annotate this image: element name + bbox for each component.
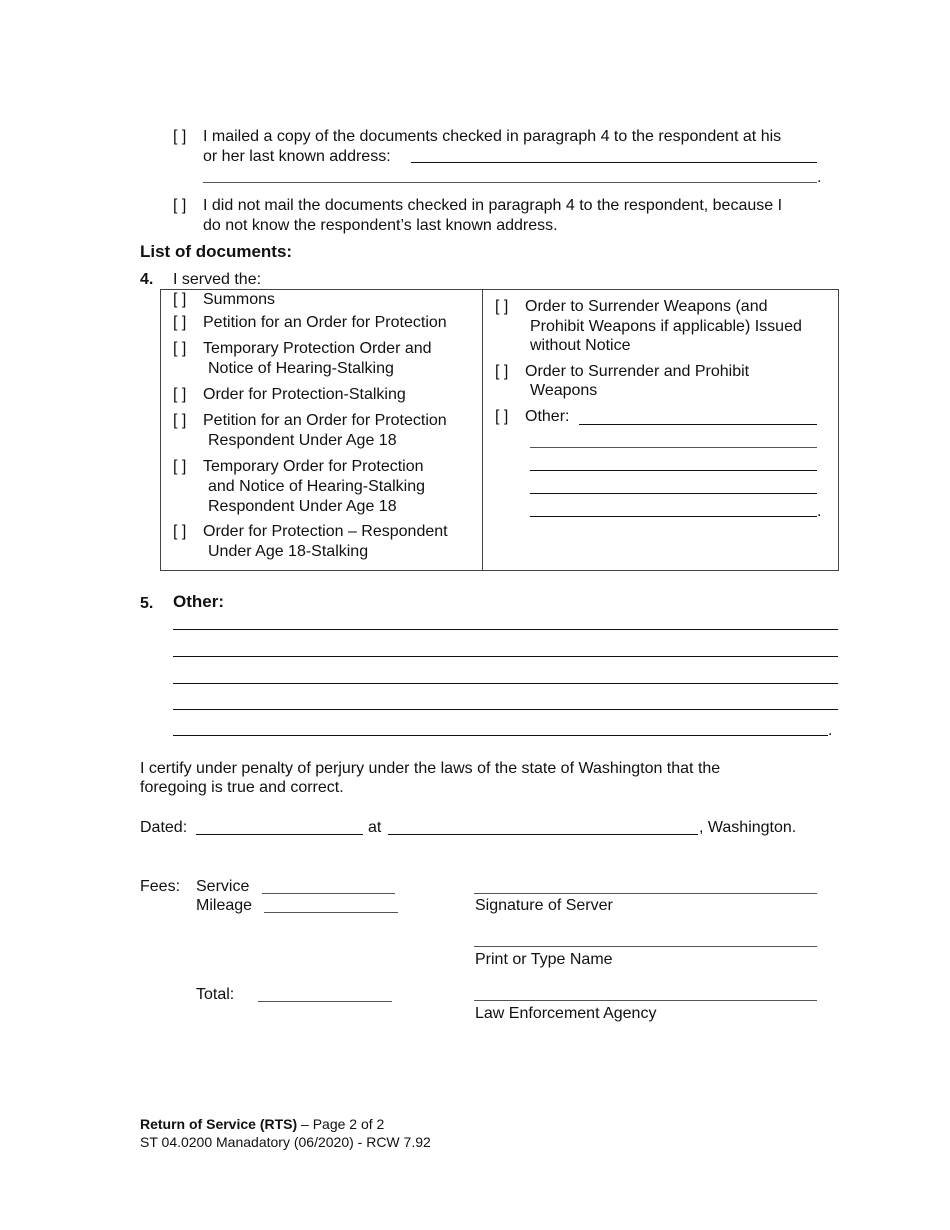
agency-label: Law Enforcement Agency: [475, 1005, 657, 1022]
fees-service-field[interactable]: [262, 893, 395, 894]
other-doc-end-period: .: [817, 503, 822, 520]
dated-suffix: , Washington.: [699, 819, 797, 836]
other-doc-line-3[interactable]: [530, 470, 817, 471]
doc-label: Other:: [525, 408, 570, 425]
doc-label: Order for Protection-Stalking: [203, 386, 406, 403]
doc-item-surrender-prohibit-weapons: [495, 362, 749, 382]
section-5-line-2[interactable]: [173, 656, 838, 657]
not-mailed-checkbox[interactable]: [ ]: [173, 197, 187, 214]
footer-form-id: ST 04.0200 Manadatory (06/2020) - RCW 7.92: [140, 1134, 431, 1150]
doc-checkbox[interactable]: [ ]: [495, 408, 509, 425]
mailed-text-line2: or her last known address:: [203, 148, 391, 165]
agency-line[interactable]: [474, 1000, 817, 1001]
fees-total-label: Total:: [196, 986, 235, 1003]
doc-item-temp-protection-order: [173, 339, 432, 359]
doc-label-continued: Respondent Under Age 18: [208, 498, 397, 515]
doc-label: Order to Surrender Weapons (and: [525, 298, 768, 315]
doc-item-order-under-18-stalking: [173, 522, 448, 542]
section-5-line-5[interactable]: [173, 735, 828, 736]
fees-total-field[interactable]: [258, 1001, 392, 1002]
address-line-2[interactable]: [203, 182, 817, 183]
section-5-line-4[interactable]: [173, 709, 838, 710]
doc-label-continued: without Notice: [530, 337, 631, 354]
doc-label-continued: and Notice of Hearing-Stalking: [208, 478, 426, 495]
doc-checkbox[interactable]: [ ]: [173, 458, 187, 475]
section-4-number: 4.: [140, 271, 154, 288]
print-name-label: Print or Type Name: [475, 951, 613, 968]
dated-at: at: [368, 819, 382, 836]
not-mailed-text-line1: I did not mail the documents checked in paragraph 4 to the respondent, because I: [203, 197, 783, 214]
mailed-text-line1: I mailed a copy of the documents checked in paragraph 4 to the respondent at his: [203, 128, 782, 145]
mailed-option: [173, 127, 781, 147]
doc-item-petition-under-18: [173, 411, 447, 431]
section-5-line-1[interactable]: [173, 629, 838, 630]
footer-title-line: [140, 1115, 384, 1133]
signature-server-label: Signature of Server: [475, 897, 613, 914]
doc-label: Order for Protection – Respondent: [203, 523, 448, 540]
doc-checkbox[interactable]: [ ]: [173, 523, 187, 540]
doc-item-surrender-weapons-without-notice: [495, 297, 768, 317]
doc-checkbox[interactable]: [ ]: [173, 291, 187, 308]
doc-label: Petition for an Order for Protection: [203, 412, 447, 429]
doc-checkbox[interactable]: [ ]: [173, 412, 187, 429]
other-doc-line-4[interactable]: [530, 493, 817, 494]
not-mailed-text-line2: do not know the respondent’s last known address.: [203, 217, 558, 234]
doc-label: Summons: [203, 291, 276, 308]
date-field[interactable]: [196, 834, 363, 835]
doc-checkbox[interactable]: [ ]: [173, 386, 187, 403]
other-doc-line-1[interactable]: [579, 424, 817, 425]
documents-table-divider: [482, 289, 483, 570]
signature-server-line[interactable]: [474, 893, 817, 894]
doc-label: Petition for an Order for Protection: [203, 314, 447, 331]
dated-label: Dated:: [140, 819, 188, 836]
doc-checkbox[interactable]: [ ]: [495, 363, 509, 380]
doc-item-order-stalking: [173, 385, 406, 405]
doc-label-continued: Under Age 18-Stalking: [208, 543, 369, 560]
doc-label-continued: Weapons: [530, 382, 598, 399]
doc-label-continued: Notice of Hearing-Stalking: [208, 360, 394, 377]
doc-label: Temporary Protection Order and: [203, 340, 432, 357]
fees-service-label: Service: [196, 878, 250, 895]
doc-checkbox[interactable]: [ ]: [173, 340, 187, 357]
doc-item-temp-order-under-18: [173, 457, 424, 477]
certify-line-1: I certify under penalty of perjury under the laws of the state of Washington that the: [140, 760, 721, 777]
print-name-line[interactable]: [474, 946, 817, 947]
doc-checkbox[interactable]: [ ]: [495, 298, 509, 315]
doc-item-summons: [173, 290, 275, 310]
doc-item-petition: [173, 313, 447, 333]
doc-checkbox[interactable]: [ ]: [173, 314, 187, 331]
section-4-text: I served the:: [173, 271, 262, 288]
not-mailed-option: [173, 196, 782, 216]
fees-mileage-label: Mileage: [196, 897, 253, 914]
footer-form-title: Return of Service (RTS): [140, 1116, 298, 1132]
address-end-period: .: [817, 169, 822, 186]
fees-label: Fees:: [140, 878, 181, 895]
list-of-documents-heading: List of documents:: [140, 242, 293, 261]
fees-mileage-field[interactable]: [264, 912, 398, 913]
mailed-checkbox[interactable]: [ ]: [173, 128, 187, 145]
footer-page-number: – Page 2 of 2: [297, 1116, 385, 1132]
doc-label: Order to Surrender and Prohibit: [525, 363, 750, 380]
section-5-end-period: .: [828, 722, 833, 739]
doc-label-continued: Prohibit Weapons if applicable) Issued: [530, 318, 802, 335]
doc-label: Temporary Order for Protection: [203, 458, 424, 475]
location-field[interactable]: [388, 834, 698, 835]
doc-label-continued: Respondent Under Age 18: [208, 432, 397, 449]
section-5-number: 5.: [140, 595, 154, 612]
certify-line-2: foregoing is true and correct.: [140, 779, 344, 796]
other-doc-line-2[interactable]: [530, 447, 817, 448]
section-5-label: Other:: [173, 592, 224, 611]
other-doc-line-5[interactable]: [530, 516, 817, 517]
section-5-line-3[interactable]: [173, 683, 838, 684]
doc-item-other: [495, 407, 569, 427]
address-line-1[interactable]: [411, 162, 817, 163]
